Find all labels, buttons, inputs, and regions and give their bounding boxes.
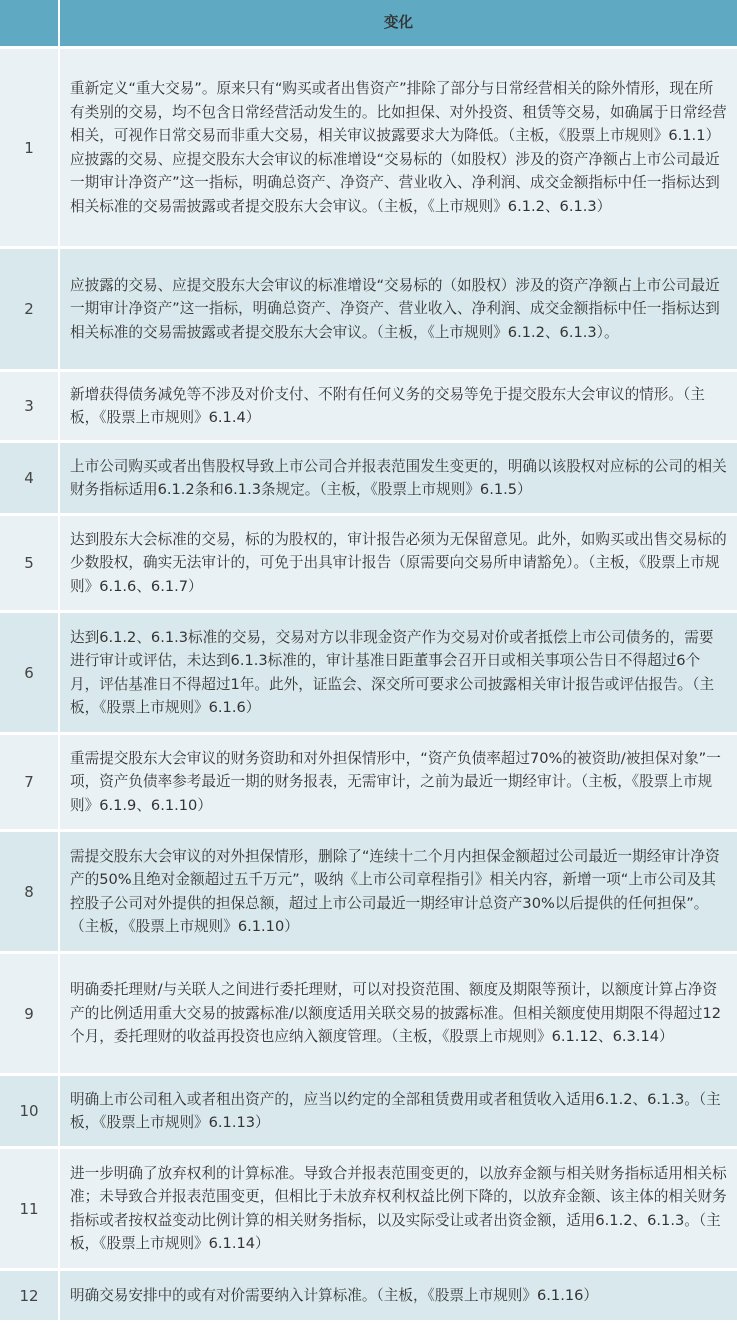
row-text-cell bbox=[60, 249, 737, 369]
table-row bbox=[0, 954, 737, 1076]
row-text-cell bbox=[60, 1076, 737, 1146]
table-row bbox=[0, 1149, 737, 1271]
row-number: 1 bbox=[0, 49, 60, 246]
table-row bbox=[0, 49, 737, 249]
row-text-cell bbox=[60, 49, 737, 246]
row-text-cell bbox=[60, 1271, 737, 1320]
row-text: 达到6.1.2、6.1.3标准的交易，交易对方以非现金资产作为交易对价或者抵偿上市公司债务的，需要进行审计或评估，未达到6.1.3标准的，审计基准日距董事会召开日或相关事项公告日不得超过6个月，评估基准日不得超过1年。此外，证监会、深交所可要求公司披露相关审计报告或评估报告。（主板，《股票上市规则》6.1.6） bbox=[70, 628, 715, 716]
table-row bbox=[0, 249, 737, 372]
table-row bbox=[0, 443, 737, 516]
table-row bbox=[0, 372, 737, 443]
row-text-cell bbox=[60, 516, 737, 610]
row-text: 达到股东大会标准的交易，标的为股权的，审计报告必须为无保留意见。此外，如购买或出售交易标的少数股权，确实无法审计的，可免于出具审计报告（原需要向交易所申请豁免）。（主板，《股票上市规则》6.1.6、6.1.7） bbox=[70, 530, 727, 595]
row-text-cell bbox=[60, 954, 737, 1073]
row-text-cell bbox=[60, 832, 737, 951]
table-row bbox=[0, 516, 737, 613]
row-text: 上市公司购买或者出售股权导致上市公司合并报表范围发生变更的，明确以该股权对应标的公司的相关财务指标适用6.1.2条和6.1.3条规定。（主板，《股票上市规则》6.1.5） bbox=[70, 457, 727, 498]
table-row bbox=[0, 1076, 737, 1149]
row-text: 重需提交股东大会审议的财务资助和对外担保情形中，“资产负债率超过70%的被资助/被担保对象”一项，资产负债率参考最近一期的财务报表，无需审计，之前为最近一期经审计。（主板，《股票上市规则》6.1.9、6.1.10） bbox=[70, 749, 721, 814]
row-number: 7 bbox=[0, 735, 60, 829]
row-text: 新增获得债务减免等不涉及对价支付、不附有任何义务的交易等免于提交股东大会审议的情形。（主板，《股票上市规则》6.1.4） bbox=[70, 385, 705, 426]
row-text: 重新定义“重大交易”。原来只有“购买或者出售资产”排除了部分与日常经营相关的除外情形，现在所有类别的交易，均不包含日常经营活动发生的。比如担保、对外投资、租赁等交易，如确属于日常经营相关，可视作日常交易而非重大交易，相关审议披露要求大为降低。（主板，《股票上市规则》6.1.1）应披露的交易、应提交股东大会审议的标准增设“交易标的（如股权）涉及的资产净额占上市公司最近一期审计净资产”这一指标，明确总资产、净资产、营业收入、净利润、成交金额指标中任一指标达到相关标准的交易需披露或者提交股东大会审议。（主板，《上市规则》6.1.2、6.1.3） bbox=[70, 80, 727, 215]
row-number: 8 bbox=[0, 832, 60, 951]
row-text: 需提交股东大会审议的对外担保情形，删除了“连续十二个月内担保金额超过公司最近一期经审计净资产的50%且绝对金额超过五千万元”，吸纳《上市公司章程指引》相关内容，新增一项“上市公司及其控股子公司对外提供的担保总额，超过上市公司最近一期经审计总资产30%以后提供的任何担保”。（主板，《股票上市规则》6.1.10） bbox=[70, 847, 720, 935]
row-number: 10 bbox=[0, 1076, 60, 1146]
row-text: 明确交易安排中的或有对价需要纳入计算标准。（主板，《股票上市规则》6.1.16） bbox=[70, 1286, 599, 1304]
row-number: 12 bbox=[0, 1271, 60, 1320]
row-text-cell bbox=[60, 372, 737, 440]
row-text-cell bbox=[60, 1149, 737, 1268]
row-number: 11 bbox=[0, 1149, 60, 1268]
row-text-cell bbox=[60, 443, 737, 513]
row-text-cell bbox=[60, 735, 737, 829]
row-text: 明确上市公司租入或者租出资产的，应当以约定的全部租赁费用或者租赁收入适用6.1.2、6.1.3。（主板，《股票上市规则》6.1.13） bbox=[70, 1090, 721, 1131]
row-number: 3 bbox=[0, 372, 60, 440]
row-text: 明确委托理财/与关联人之间进行委托理财，可以对投资范围、额度及期限等预计，以额度计算占净资产的比例适用重大交易的披露标准/以额度适用关联交易的披露标准。但相关额度使用期限不得超过12个月，委托理财的收益再投资也应纳入额度管理。（主板，《股票上市规则》6.1.12、6.3.14） bbox=[70, 981, 722, 1046]
row-text: 进一步明确了放弃权利的计算标准。导致合并报表范围变更的，以放弃金额与相关财务指标适用相关标准；未导致合并报表范围变更，但相比于未放弃权利权益比例下降的，以放弃金额、该主体的相关财务指标或者按权益变动比例计算的相关财务指标，以及实际受让或者出资金额，适用6.1.2、6.1.3。（主板，《股票上市规则》6.1.14） bbox=[70, 1164, 727, 1252]
row-number: 5 bbox=[0, 516, 60, 610]
table-row bbox=[0, 832, 737, 954]
table-row bbox=[0, 613, 737, 735]
table-header bbox=[0, 0, 737, 49]
table-row bbox=[0, 735, 737, 832]
row-text: 应披露的交易、应提交股东大会审议的标准增设“交易标的（如股权）涉及的资产净额占上市公司最近一期审计净资产”这一指标，明确总资产、净资产、营业收入、净利润、成交金额指标中任一指标达到相关标准的交易需披露或者提交股东大会审议。（主板，《上市规则》6.1.2、6.1.3）。 bbox=[70, 276, 720, 341]
table-row bbox=[0, 1271, 737, 1323]
row-number: 9 bbox=[0, 954, 60, 1073]
row-number: 6 bbox=[0, 613, 60, 732]
header-change-label: 变化 bbox=[60, 0, 737, 46]
row-number: 4 bbox=[0, 443, 60, 513]
row-number: 2 bbox=[0, 249, 60, 369]
header-num-cell bbox=[0, 0, 60, 46]
row-text-cell bbox=[60, 613, 737, 732]
